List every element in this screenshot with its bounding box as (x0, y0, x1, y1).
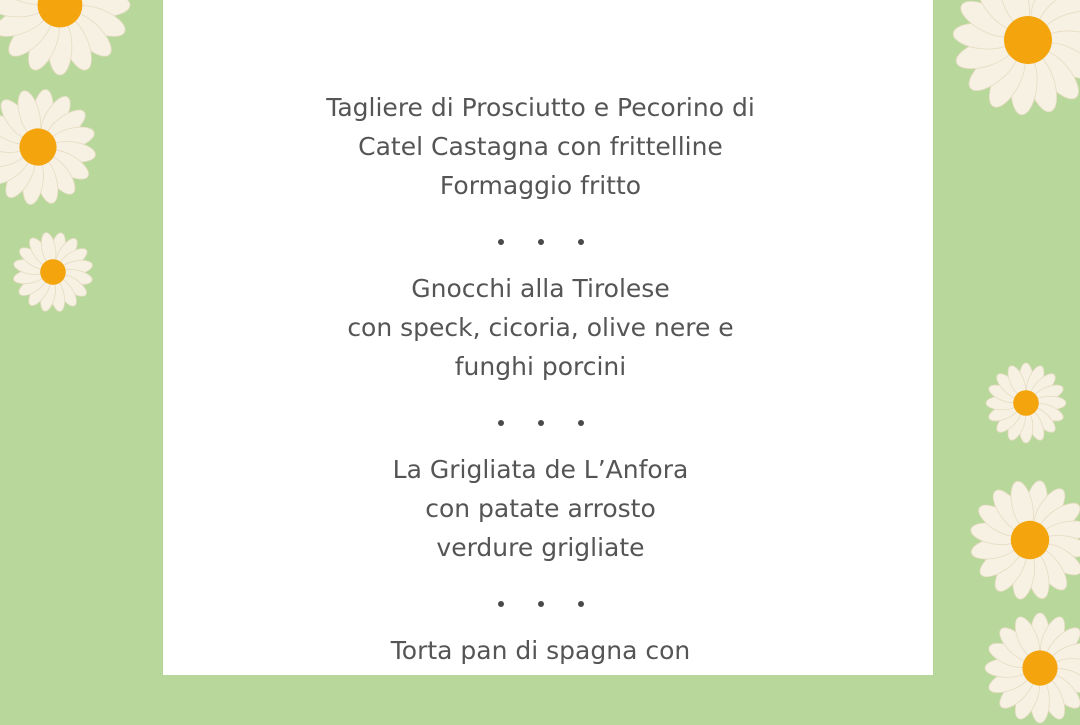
dish-1 (163, 88, 918, 205)
dish-3 (163, 450, 918, 567)
dot-icon (578, 601, 584, 607)
dish-3-line-2: con patate arrosto (425, 494, 656, 523)
dot-icon (578, 239, 584, 245)
daisy-icon (968, 478, 1080, 602)
daisy-icon (0, 0, 132, 77)
dish-1-line-1: Tagliere di Prosciutto e Pecorino di (326, 93, 755, 122)
dot-icon (578, 420, 584, 426)
dish-1-line-3: Formaggio fritto (439, 171, 642, 200)
separator-dots (163, 229, 918, 254)
daisy-icon (11, 230, 95, 314)
dot-icon (538, 239, 544, 245)
daisy-icon (951, 0, 1080, 117)
dish-4 (163, 631, 918, 670)
daisy-icon (983, 611, 1080, 725)
menu-list (163, 88, 918, 670)
dish-2-line-3: funghi porcini (454, 352, 627, 381)
daisy-icon (984, 361, 1068, 445)
dish-1-line-2: Catel Castagna con frittelline (358, 132, 723, 161)
dot-icon (498, 239, 504, 245)
dot-icon (498, 601, 504, 607)
dish-4-line-1: Torta pan di spagna con (390, 636, 691, 665)
separator-dots (163, 410, 918, 435)
dot-icon (538, 601, 544, 607)
dot-icon (538, 420, 544, 426)
dish-2 (163, 269, 918, 386)
dish-2-line-1: Gnocchi alla Tirolese (411, 274, 670, 303)
daisy-icon (0, 87, 98, 207)
dish-2-line-2: con speck, cicoria, olive nere e (347, 313, 734, 342)
dot-icon (498, 420, 504, 426)
separator-dots (163, 591, 918, 616)
dish-3-line-1: La Grigliata de L’Anfora (392, 455, 689, 484)
dish-3-line-3: verdure grigliate (436, 533, 645, 562)
